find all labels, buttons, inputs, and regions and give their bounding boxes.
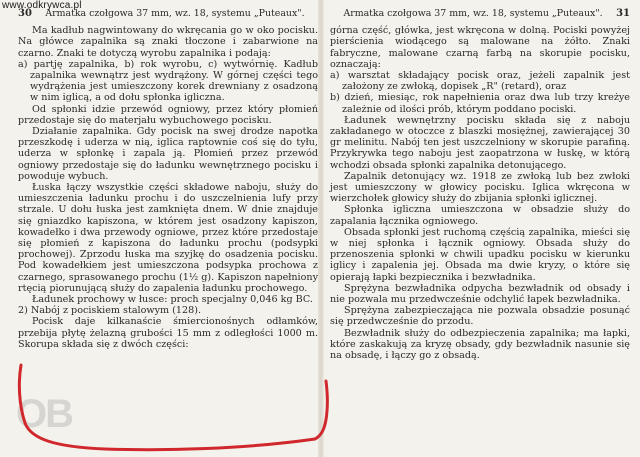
- scan-watermark-logo: OB: [16, 392, 72, 436]
- right-running-head: [330, 8, 630, 21]
- left-page-number: 30: [18, 8, 32, 19]
- text-paragraph: Pocisk daje kilkanaście śmiercionośnych odłamków, przebija płytę żelazną grubości 15 mm z odległości 1000 m. Skorupa składa się z dwóch części:: [18, 316, 318, 350]
- text-paragraph: Ma kadłub nagwintowany do wkręcania go w oko pocisku. Na główce zapalnika są znaki tłoczone i zabarwione na czarno. Znaki te dotyczą wyrobu zapalnika i podają:: [18, 25, 318, 59]
- text-paragraph: a) warsztat składający pocisk oraz, jeżeli zapalnik jest założony ze zwłoką, dopisek „R" (retard), oraz: [330, 70, 630, 93]
- text-paragraph: Łuska łączy wszystkie części składowe naboju, służy do umieszczenia ładunku prochu i do uszczelnienia lufy przy strzale. U dołu łuska jest zamknięta dnem. W dnie znajduje się gniazdko kapiszona, w którem jest osadzony kapiszon, kowadełko i dwa przewody ogniowe, przez które przedostaje się płomień z kapiszona do ładunku prochu (podsypki prochowej). Zprzodu łuska ma szyjkę do osadzenia pocisku. Pod kowadełkiem jest umieszczona podsypka prochowa z czarnego, sprasowanego prochu (1½ g). Kapiszon napełniony rtęcią piorunującą służy do zapalenia ładunku prochowego.: [18, 182, 318, 294]
- left-page: [18, 8, 318, 457]
- text-paragraph: Ładunek prochowy w łusce: proch specjalny 0,046 kg BC.: [32, 294, 313, 306]
- text-paragraph: Bezwładnik służy do odbezpieczenia zapalnika; ma łapki, które zaskakują za kryzę obsady, gdy bezwładnik nasunie się na obsadę, i łączy go z obsadą.: [330, 327, 630, 362]
- text-paragraph: b) dzień, miesiąc, rok napełnienia oraz dwa lub trzy kreżye zależnie od ilości prób, którym poddano pociski.: [330, 92, 630, 115]
- text-paragraph: Sprężyna bezwładnika odpycha bezwładnik od obsady i nie pozwala mu przedwcześnie odchylić łapek bezwładnika.: [330, 282, 630, 306]
- left-running-title: Armatka czołgowa 37 mm, wz. 18, systemu „Puteaux".: [45, 8, 305, 19]
- text-paragraph: 2) Nabój z pociskiem stalowym (128).: [18, 305, 202, 317]
- text-paragraph: Spłonka igliczna umieszczona w obsadzie służy do zapalania łącznika ogniowego.: [330, 204, 630, 227]
- text-paragraph: a) partję zapalnika, b) rok wyrobu, c) wytwórnię. Kadłub zapalnika wewnątrz jest wydrążony. W górnej części tego wydrążenia jest umieszczony korek drewniany z osadzoną w nim iglicą, a od dołu spłonka igliczna.: [18, 58, 318, 104]
- book-gutter: [318, 0, 324, 457]
- right-running-title: Armatka czołgowa 37 mm, wz. 18, systemu „Puteaux".: [343, 8, 603, 19]
- right-page-number: 31: [616, 8, 630, 19]
- left-page-body: [18, 25, 318, 350]
- right-page: [330, 8, 630, 457]
- text-paragraph: górna część, główka, jest wkręcona w dolną. Pociski powyżej pierścienia wiodącego są malowane na żółto. Znaki fabryczne, malowane czarną farbą na skorupie pocisku, oznaczają:: [330, 25, 630, 70]
- text-paragraph: Od spłonki idzie przewód ogniowy, przez który płomień przedostaje się do materjału wybuchowego pocisku.: [18, 103, 318, 126]
- right-page-body: [330, 25, 630, 361]
- text-paragraph: Ładunek wewnętrzny pocisku składa się z naboju zakładanego w otoczce z blaszki mosiężnej, zawierającej 30 gr melinitu. Nabój ten jest uszczelniony w skorupie parafiną. Przykrywka tego naboju jest zaopatrzona w łuskę, w którą wchodzi obsada spłonki zapalnika detonującego.: [330, 114, 630, 171]
- watermark-url: www.odkrywca.pl: [2, 0, 82, 11]
- left-running-head: [18, 8, 318, 21]
- text-paragraph: Obsada spłonki jest ruchomą częścią zapalnika, mieści się w niej spłonka i łącznik ogniowy. Obsada służy do przenoszenia spłonki w chwili upadku pocisku w kierunku iglicy i zapalenia jej. Obsada ma dwie kryzy, o które się opierają łapki bezpiecznika i bezwładnika.: [330, 226, 630, 283]
- text-paragraph: Działanie zapalnika. Gdy pocisk na swej drodze napotka przeszkodę i uderza w nią, iglica raptownie coś się do tyłu, uderza w spłonkę i zapala ją. Płomień przez przewód ogniowy przedostaje się do ładunku wewnętrznego pocisku i powoduje wybuch.: [18, 126, 318, 182]
- text-paragraph: Sprężyna zabezpieczająca nie pozwala obsadzie posunąć się przedwcześnie do przodu.: [330, 305, 630, 328]
- text-paragraph: Zapalnik detonujący wz. 1918 ze zwłoką lub bez zwłoki jest umieszczony w głowicy pocisku. Iglica wkręcona w wierzchołek głowicy służy do zbijania spłonki iglicznej.: [330, 170, 630, 205]
